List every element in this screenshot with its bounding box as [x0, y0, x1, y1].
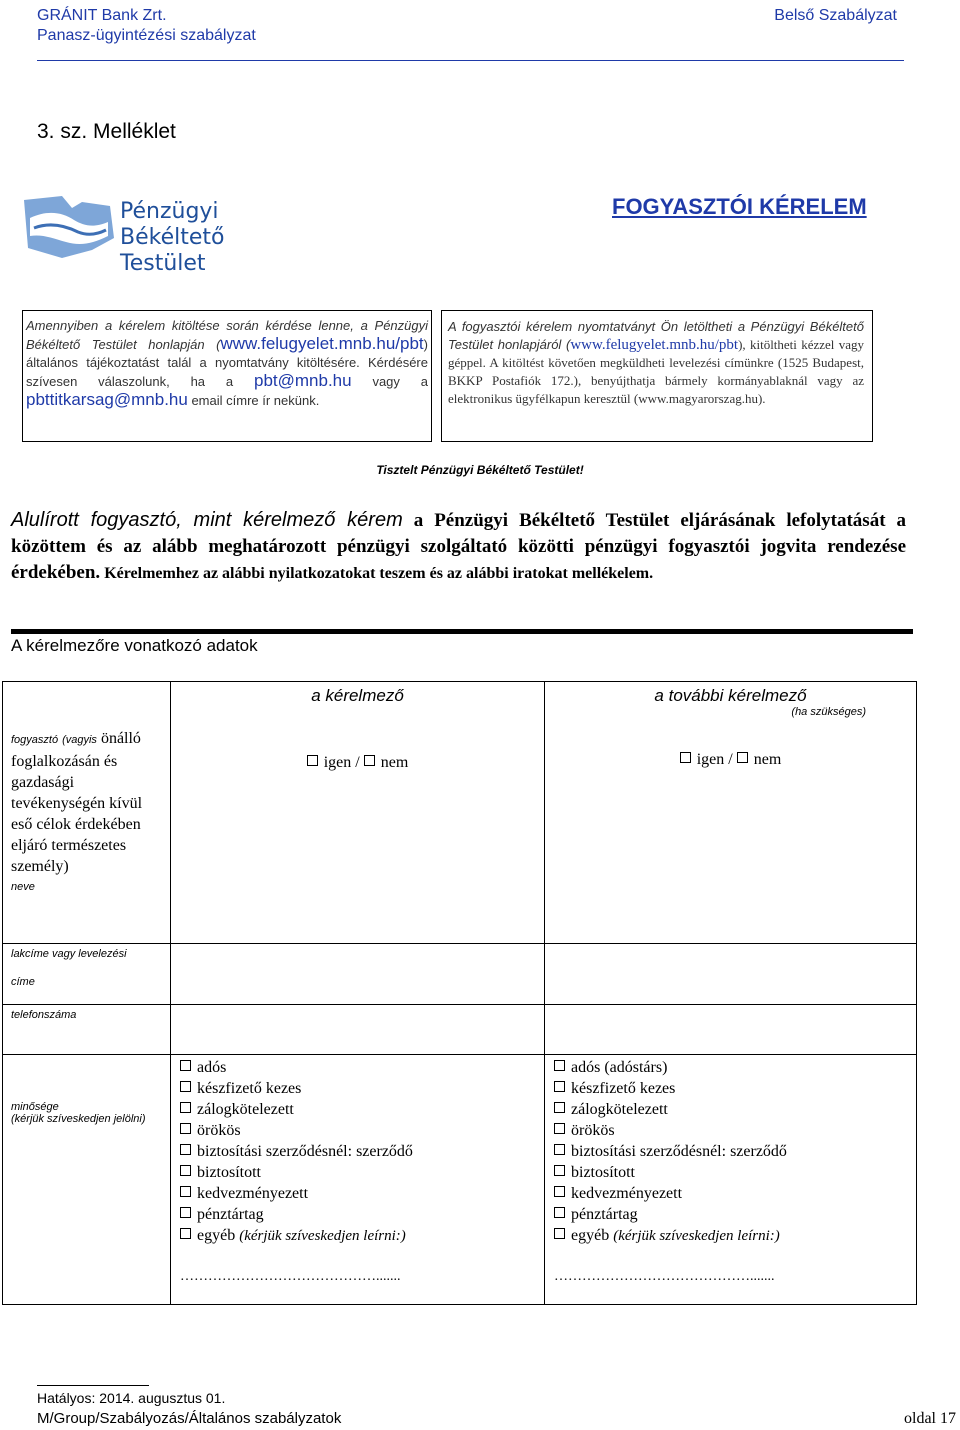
role-checkbox[interactable] [180, 1060, 191, 1071]
role-checkbox[interactable] [554, 1165, 565, 1176]
pbt-logo [22, 188, 234, 281]
role-option-label: készfizető kezes [197, 1080, 302, 1097]
applicant-other-role [180, 1225, 544, 1247]
role-checkbox[interactable] [180, 1123, 191, 1134]
intro-part3: Kérelmemhez az alábbi nyilatkozatokat teszem és az alábbi iratokat mellékelem. [100, 565, 654, 582]
other-role-note: (kérjük szíveskedjen leírni:) [613, 1228, 780, 1244]
role-option-label: örökös [197, 1122, 241, 1139]
role-option-label: zálogkötelezett [571, 1101, 668, 1118]
applicant-no-checkbox[interactable] [364, 755, 375, 766]
applicant-consumer-choice [171, 754, 544, 772]
other-other-role-field[interactable]: ……………………………………....... [554, 1269, 775, 1284]
other-role-label: egyéb [571, 1227, 610, 1244]
info-box-left [22, 310, 432, 442]
info-box-right [441, 310, 873, 442]
document-name: Panasz-ügyintézési szabályzat [37, 27, 256, 44]
logo-line-2: Békéltető [120, 225, 225, 250]
logo-line-1: Pénzügyi [120, 199, 219, 224]
applicant-yes-checkbox[interactable] [307, 755, 318, 766]
role-option[interactable] [180, 1204, 544, 1225]
role-option[interactable] [554, 1141, 916, 1162]
separator: / [724, 751, 737, 768]
info-left-text2: ) általános tájékoztatást talál a nyomtatvány kitöltésére. Kérdésére szívesen válaszolunk, ha a [26, 337, 428, 389]
info-left-text3: vagy a [351, 374, 428, 389]
role-option[interactable] [554, 1162, 916, 1183]
role-option[interactable] [180, 1057, 544, 1078]
role-checkbox[interactable] [554, 1081, 565, 1092]
role-option-label: kedvezményezett [197, 1185, 309, 1202]
effective-date: Hatályos: 2014. augusztus 01. [37, 1390, 226, 1406]
header-divider [37, 60, 904, 61]
other-consumer-choice [545, 751, 916, 769]
separator: / [351, 754, 364, 771]
info-left-text1: Amennyiben a kérelem kitöltése során kérdése lenne, a Pénzügyi Békéltető Testület honlapján ( [26, 318, 428, 352]
bank-name: GRÁNIT Bank Zrt. [37, 7, 167, 24]
form-title: FOGYASZTÓI KÉRELEM [612, 194, 867, 219]
no-label: nem [753, 751, 782, 768]
role-option-label: zálogkötelezett [197, 1101, 294, 1118]
role-option-label: biztosítási szerződésnél: szerződő [571, 1143, 787, 1160]
role-option[interactable] [554, 1078, 916, 1099]
info-right-text1: A fogyasztói kérelem nyomtatványt Ön letöltheti a Pénzügyi Békéltető Testület honlapjáról ( [448, 319, 864, 352]
role-option-label: pénztártag [571, 1206, 638, 1223]
other-phone-field[interactable] [545, 1005, 917, 1055]
role-note: (kérjük szíveskedjen jelölni) [11, 1113, 146, 1125]
other-other-role [554, 1225, 916, 1247]
role-option[interactable] [554, 1099, 916, 1120]
name-label: neve [11, 881, 35, 893]
role-option[interactable] [554, 1204, 916, 1225]
intro-part2: a Pénzügyi Békéltető Testület eljárásának lefolytatását a közöttem és az alább meghatározott pénzügyi szolgáltató közötti pénzügyi fogyasztói jogvita rendezése érdekében. [11, 510, 907, 583]
role-checkbox[interactable] [180, 1102, 191, 1113]
no-label: nem [380, 754, 409, 771]
other-yes-checkbox[interactable] [680, 752, 691, 763]
intro-paragraph [11, 507, 906, 587]
section-divider [11, 629, 913, 634]
logo-line-3: Testület [120, 251, 206, 276]
role-option-label: adós (adóstárs) [571, 1059, 668, 1076]
applicant-cell [171, 682, 545, 944]
other-applicant-note: (ha szükséges) [791, 706, 866, 718]
intro-part1: Alulírott fogyasztó, mint kérelmező kérem [11, 509, 403, 531]
pbt-secretary-email-link[interactable]: pbttitkarsag@mnb.hu [26, 390, 188, 409]
role-checkbox[interactable] [180, 1144, 191, 1155]
role-option[interactable] [180, 1120, 544, 1141]
address-label-cell [3, 944, 171, 1005]
role-checkbox[interactable] [554, 1102, 565, 1113]
pbt-download-link[interactable]: www.felugyelet.mnb.hu/pbt [570, 337, 739, 353]
role-option-label: örökös [571, 1122, 615, 1139]
role-label: minősége [11, 1101, 59, 1113]
role-option-label: pénztártag [197, 1206, 264, 1223]
yes-label: igen [323, 754, 352, 771]
applicant-role-list [180, 1057, 544, 1225]
greeting: Tisztelt Pénzügyi Békéltető Testület! [376, 463, 584, 477]
role-option[interactable] [180, 1183, 544, 1204]
applicant-phone-field[interactable] [171, 1005, 545, 1055]
role-option-label: biztosított [197, 1164, 261, 1181]
other-role-cell [545, 1055, 917, 1305]
yes-label: igen [696, 751, 725, 768]
role-option-label: biztosítási szerződésnél: szerződő [197, 1143, 413, 1160]
address-label: lakcíme vagy levelezési [11, 948, 127, 960]
other-name-field[interactable] [545, 769, 916, 879]
section-title: A kérelmezőre vonatkozó adatok [11, 636, 258, 655]
role-option-label: biztosított [571, 1164, 635, 1181]
pbt-email-link[interactable]: pbt@mnb.hu [253, 371, 352, 390]
applicant-role-cell [171, 1055, 545, 1305]
applicant-other-role-field[interactable]: ……………………………………....... [180, 1269, 401, 1284]
role-checkbox[interactable] [180, 1186, 191, 1197]
consumer-label-cell [3, 682, 171, 944]
info-left-text4: email címre ír nekünk. [187, 393, 320, 408]
role-checkbox[interactable] [554, 1144, 565, 1155]
applicant-heading: a kérelmező [311, 686, 404, 705]
role-label-cell [3, 1055, 171, 1305]
consumer-label-a: fogyasztó [11, 734, 59, 746]
role-option[interactable] [180, 1141, 544, 1162]
other-other-role-checkbox[interactable] [554, 1228, 565, 1239]
other-role-note: (kérjük szíveskedjen leírni:) [239, 1228, 406, 1244]
applicant-name-field[interactable] [171, 772, 544, 882]
other-role-label: egyéb [197, 1227, 236, 1244]
other-role-list [554, 1057, 916, 1225]
attachment-title: 3. sz. Melléklet [37, 120, 176, 143]
applicant-address-field[interactable] [171, 944, 545, 1005]
other-no-checkbox[interactable] [737, 752, 748, 763]
footer-divider [37, 1385, 149, 1386]
phone-label: telefonszáma [11, 1009, 77, 1021]
role-checkbox[interactable] [554, 1123, 565, 1134]
document-category: Belső Szabályzat [774, 7, 897, 24]
role-option[interactable] [180, 1162, 544, 1183]
pbt-website-link[interactable]: www.felugyelet.mnb.hu/pbt [220, 334, 424, 353]
consumer-label-b: (vagyis [62, 734, 97, 746]
other-address-field[interactable] [545, 944, 917, 1005]
document-path: M/Group/Szabályozás/Általános szabályzatok [37, 1410, 342, 1427]
header-left [37, 6, 256, 46]
role-option[interactable] [554, 1057, 916, 1078]
address-label-2: címe [11, 976, 35, 988]
role-option-label: készfizető kezes [571, 1080, 676, 1097]
role-option[interactable] [180, 1078, 544, 1099]
applicant-table [2, 681, 917, 1305]
role-checkbox[interactable] [554, 1186, 565, 1197]
other-applicant-cell [545, 682, 917, 944]
role-checkbox[interactable] [554, 1060, 565, 1071]
role-checkbox[interactable] [180, 1207, 191, 1218]
role-checkbox[interactable] [180, 1165, 191, 1176]
role-checkbox[interactable] [180, 1081, 191, 1092]
phone-label-cell [3, 1005, 171, 1055]
role-option[interactable] [180, 1099, 544, 1120]
page-number: oldal 17 [904, 1410, 956, 1427]
role-checkbox[interactable] [554, 1207, 565, 1218]
role-option-label: kedvezményezett [571, 1185, 683, 1202]
role-option[interactable] [554, 1183, 916, 1204]
info-right-text2: ), kitöltheti kézzel vagy géppel. A kitöltést követően megküldheti levelezési címünkre (1525 Budapest, BKKP Postafiók 172.), benyújthatja bármely kormányablaknál vagy az elektronikus ügyfélkapun keresztül (www.magyarorszag.hu). [448, 337, 864, 406]
other-applicant-heading: a további kérelmező [654, 686, 807, 705]
role-option-label: adós [197, 1059, 227, 1076]
consumer-label-c: önálló foglalkozásán és gazdasági tevékenységén kívül eső célok érdekében eljáró természetes személy) [11, 730, 143, 875]
applicant-other-role-checkbox[interactable] [180, 1228, 191, 1239]
role-option[interactable] [554, 1120, 916, 1141]
